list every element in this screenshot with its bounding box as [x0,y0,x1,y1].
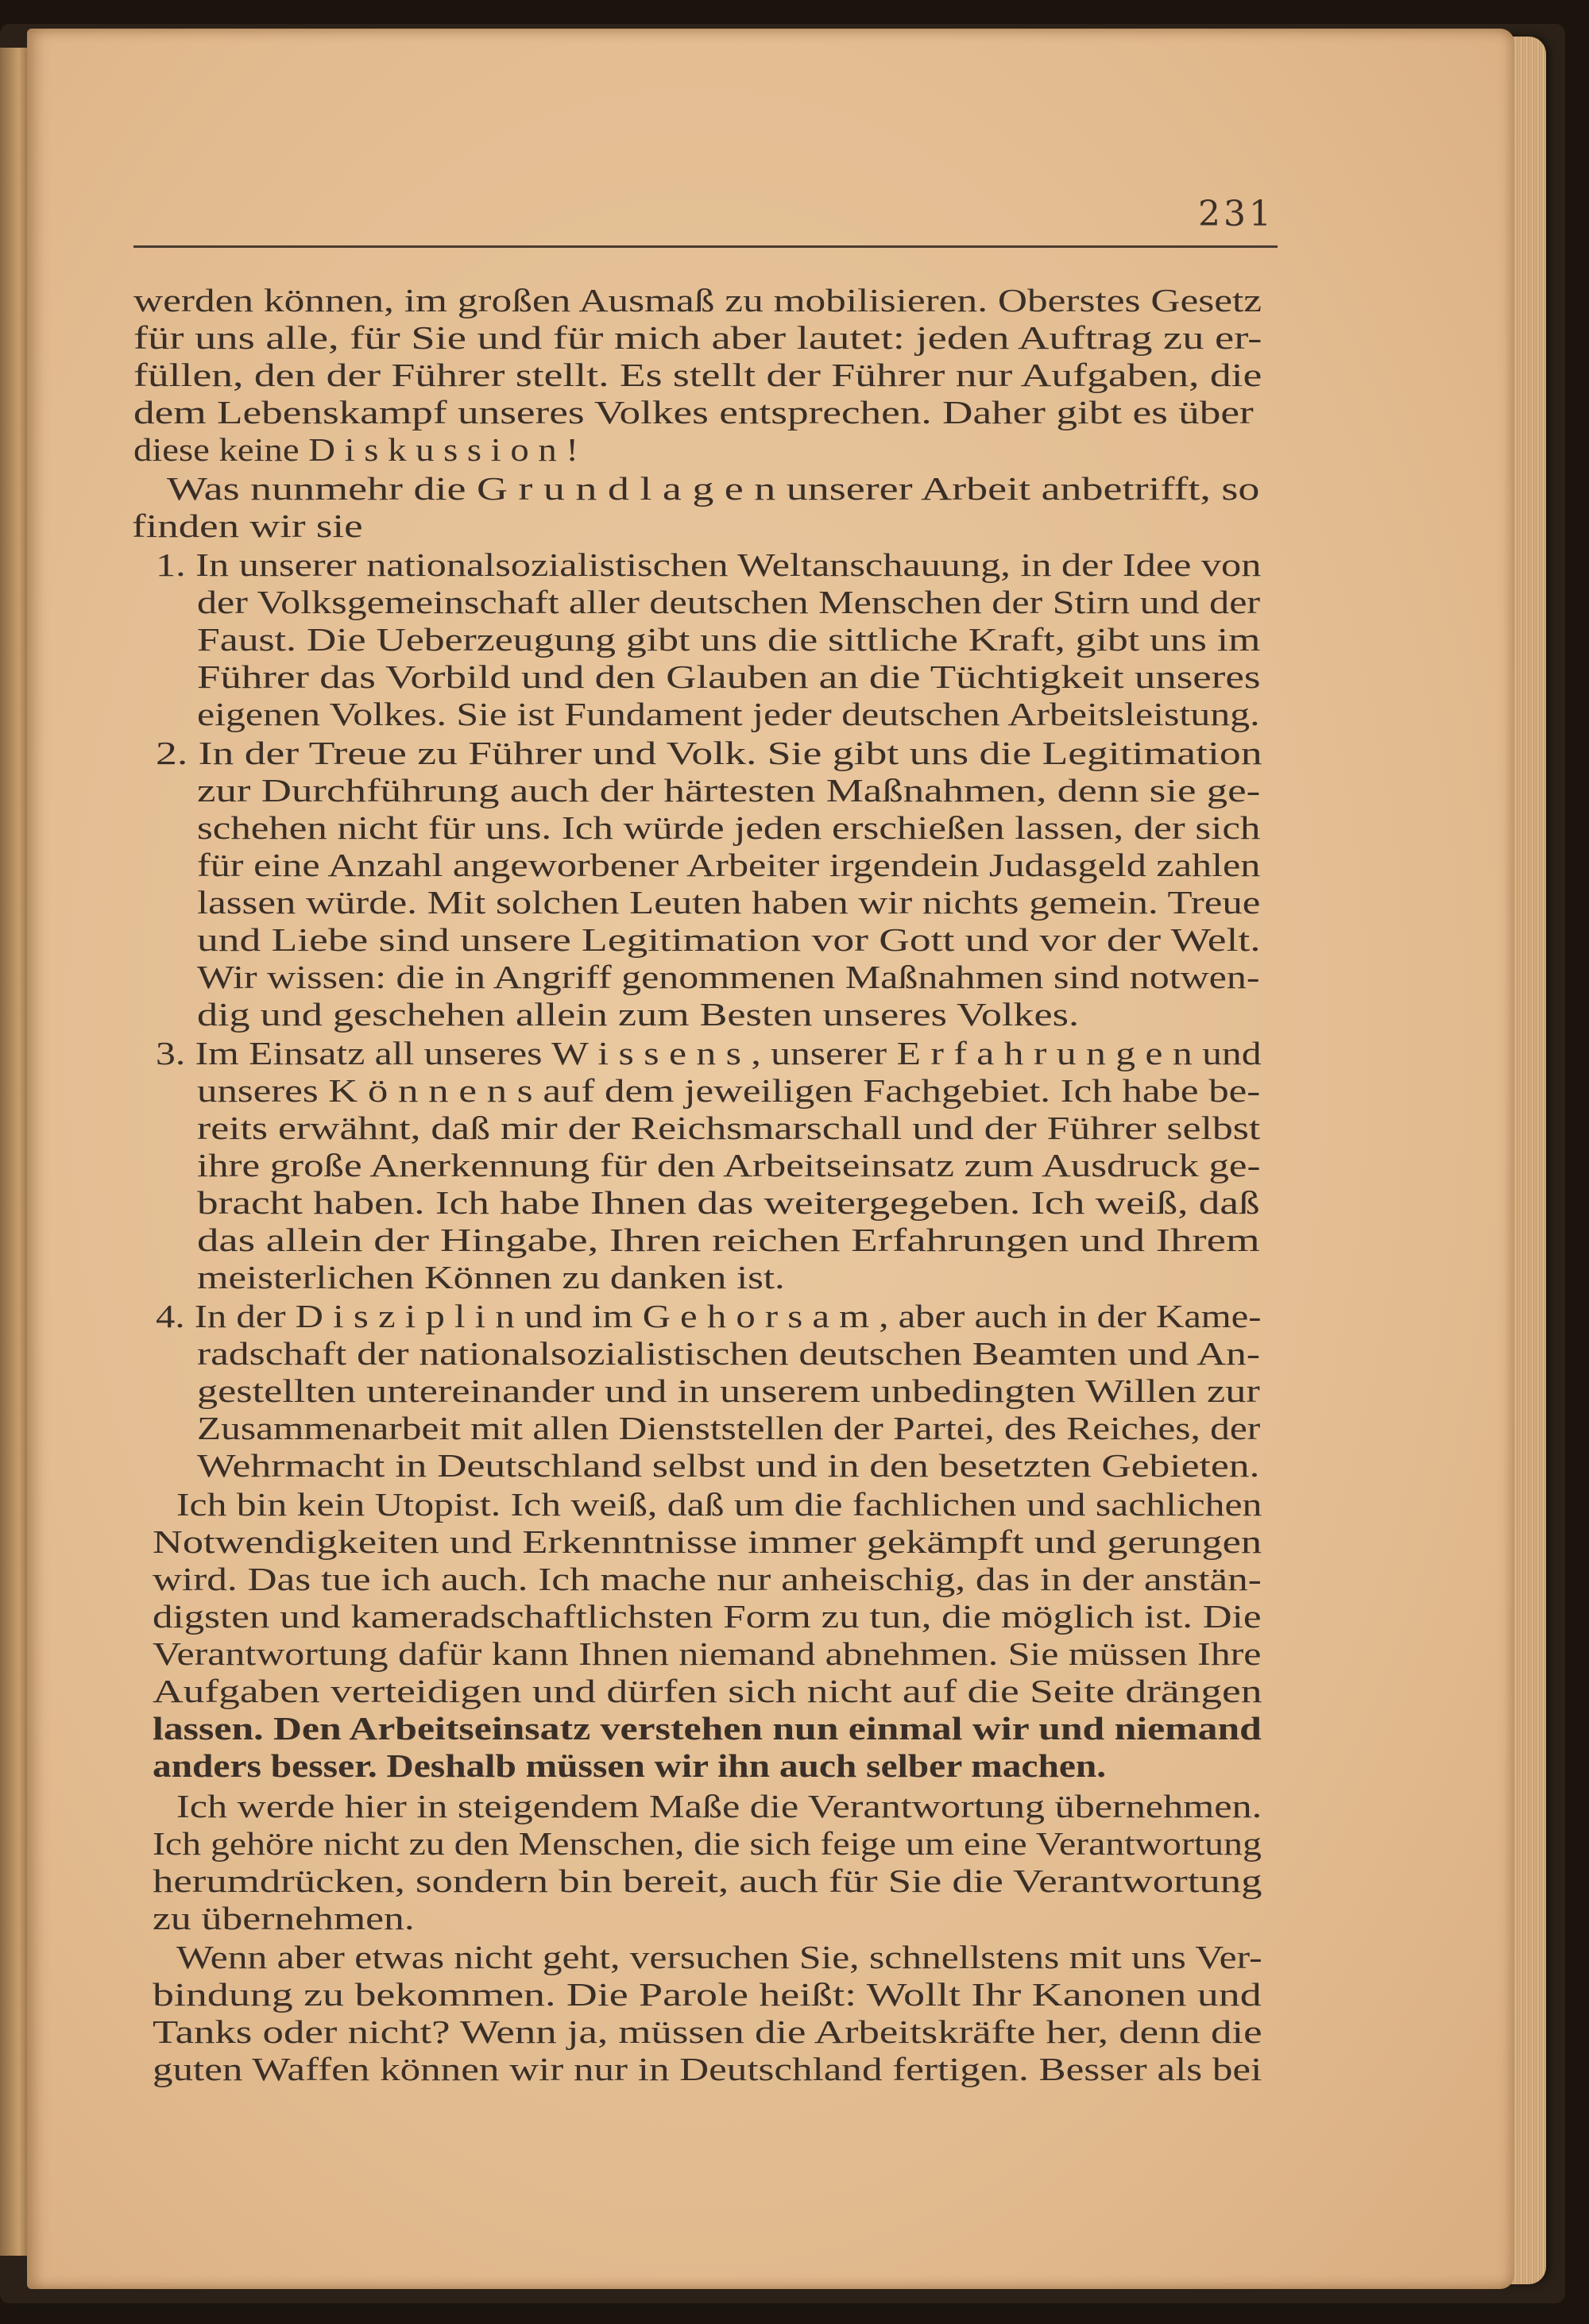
list-item-line: radschaft der nationalsozialistischen deutschen Beamten und An- [197,1335,1260,1372]
page-number: 231 [1198,194,1274,234]
list-item-line: schehen nicht für uns. Ich würde jeden erschießen lassen, der sich [197,809,1261,846]
text-line: finden wir sie [132,508,363,544]
list-item-line: dig und geschehen allein zum Besten unseres Volkes. [197,996,1079,1033]
text-line: Ich bin kein Utopist. Ich weiß, daß um die fachlichen und sachlichen [176,1486,1262,1523]
list-item-line: der Volksgemeinschaft aller deutschen Menschen der Stirn und der [197,584,1261,620]
text-line: Verantwortung dafür kann Ihnen niemand abnehmen. Sie müssen Ihre [153,1635,1262,1672]
list-item-line: meisterlichen Können zu danken ist. [197,1259,785,1295]
list-item-line: Führer das Vorbild und den Glauben an die Tüchtigkeit unseres [197,658,1261,695]
text-line: herumdrücken, sondern bin bereit, auch für Sie die Verantwortung [153,1863,1262,1899]
list-item-line: Zusammenarbeit mit allen Dienststellen der Partei, des Reiches, der [197,1410,1261,1446]
text-line: Ich gehöre nicht zu den Menschen, die sich feige um eine Verantwortung [153,1825,1262,1862]
text-line: Aufgaben verteidigen und dürfen sich nicht auf die Seite drängen [153,1673,1262,1709]
text-line: anders besser. Deshalb müssen wir ihn auch selber machen. [153,1747,1107,1784]
text-line: dem Lebenskampf unseres Volkes entsprechen. Daher gibt es über [133,394,1254,430]
list-item-line: 2. In der Treue zu Führer und Volk. Sie gibt uns die Legitimation [156,735,1262,771]
list-item-line: 3. Im Einsatz all unseres W i s s e n s , unserer E r f a h r u n g e n und [156,1035,1262,1071]
text-line: guten Waffen können wir nur in Deutschland fertigen. Besser als bei [153,2051,1262,2087]
text-line: Tanks oder nicht? Wenn ja, müssen die Arbeitskräfte her, denn die [153,2013,1262,2050]
list-item-line: zur Durchführung auch der härtesten Maßnahmen, denn sie ge- [197,772,1261,809]
list-item-line: gestellten untereinander und in unserem unbedingten Willen zur [197,1372,1260,1409]
text-line: bindung zu bekommen. Die Parole heißt: Wollt Ihr Kanonen und [153,1976,1262,2013]
text-line: lassen. Den Arbeitseinsatz verstehen nun einmal wir und niemand [153,1710,1262,1747]
text-line: werden können, im großen Ausmaß zu mobilisieren. Oberstes Gesetz [133,282,1262,318]
list-item-line: unseres K ö n n e n s auf dem jeweiligen Fachgebiet. Ich habe be- [197,1072,1261,1109]
text-line: füllen, den der Führer stellt. Es stellt der Führer nur Aufgaben, die [133,357,1262,393]
text-line: Notwendigkeiten und Erkenntnisse immer gekämpft und gerungen [153,1523,1262,1560]
text-line: Was nunmehr die G r u n d l a g e n unserer Arbeit anbetrifft, so [167,470,1260,507]
list-item-line: Wehrmacht in Deutschland selbst und in den besetzten Gebieten. [197,1447,1260,1484]
list-item-line: Faust. Die Ueberzeugung gibt uns die sittliche Kraft, gibt uns im [197,621,1261,658]
list-item-line: und Liebe sind unsere Legitimation vor Gott und vor der Welt. [197,921,1261,958]
list-item-line: Wir wissen: die in Angriff genommenen Maßnahmen sind notwen- [197,959,1260,995]
list-item-line: ihre große Anerkennung für den Arbeitseinsatz zum Ausdruck ge- [197,1147,1261,1183]
list-item-line: lassen würde. Mit solchen Leuten haben wir nichts gemein. Treue [197,884,1261,921]
list-item-line: 4. In der D i s z i p l i n und im G e h o r s a m , aber auch in der Kame- [156,1298,1262,1334]
list-item-line: für eine Anzahl angeworbener Arbeiter irgendein Judasgeld zahlen [197,847,1261,883]
list-item-line: 1. In unserer nationalsozialistischen Weltanschauung, in der Idee von [156,546,1262,583]
text-line: Wenn aber etwas nicht geht, versuchen Sie, schnellstens mit uns Ver- [176,1939,1262,1975]
list-item-line: bracht haben. Ich habe Ihnen das weitergegeben. Ich weiß, daß [197,1184,1260,1221]
text-line: Ich werde hier in steigendem Maße die Verantwortung übernehmen. [176,1788,1262,1824]
text-line: wird. Das tue ich auch. Ich mache nur anheischig, das in der anstän- [153,1561,1262,1597]
list-item-line: eigenen Volkes. Sie ist Fundament jeder deutschen Arbeitsleistung. [197,696,1260,732]
text-line: zu übernehmen. [153,1900,415,1936]
list-item-line: das allein der Hingabe, Ihren reichen Erfahrungen und Ihrem [197,1222,1260,1258]
text-line: diese keine D i s k u s s i o n ! [133,431,578,468]
text-line: für uns alle, für Sie und für mich aber lautet: jeden Auftrag zu er- [133,319,1262,356]
list-item-line: reits erwähnt, daß mir der Reichsmarschall und der Führer selbst [197,1110,1261,1146]
text-line: digsten und kameradschaftlichsten Form zu tun, die möglich ist. Die [153,1598,1262,1635]
